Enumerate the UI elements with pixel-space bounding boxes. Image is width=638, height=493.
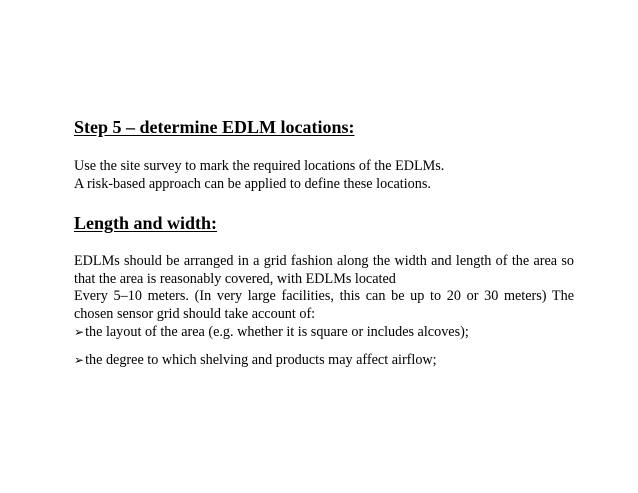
intro-line: A risk-based approach can be applied to define these locations.: [74, 175, 431, 192]
grid-paragraph: [74, 253, 574, 323]
intro-paragraph: [74, 158, 574, 193]
grid-line: chosen sensor grid should take account of:: [74, 305, 316, 322]
bullet-item: [74, 324, 469, 342]
bullet-text: the degree to which shelving and products may affect airflow;: [85, 352, 437, 368]
grid-line: EDLMs should be arranged in a grid fashion along the width and length of the area so: [74, 253, 574, 269]
grid-line: that the area is reasonably covered, with EDLMs located: [74, 270, 396, 287]
length-width-heading: Length and width:: [74, 213, 218, 233]
step-heading: Step 5 – determine EDLM locations:: [74, 117, 355, 137]
intro-line: Use the site survey to mark the required locations of the EDLMs.: [74, 158, 445, 174]
grid-line: Every 5–10 meters. (In very large facilities, this can be up to 20 or 30 meters) The: [74, 288, 574, 304]
arrow-bullet-icon: ➢: [74, 325, 85, 339]
bullet-item: [74, 352, 437, 370]
bullet-text: the layout of the area (e.g. whether it is square or includes alcoves);: [85, 324, 469, 340]
arrow-bullet-icon: ➢: [74, 353, 85, 367]
